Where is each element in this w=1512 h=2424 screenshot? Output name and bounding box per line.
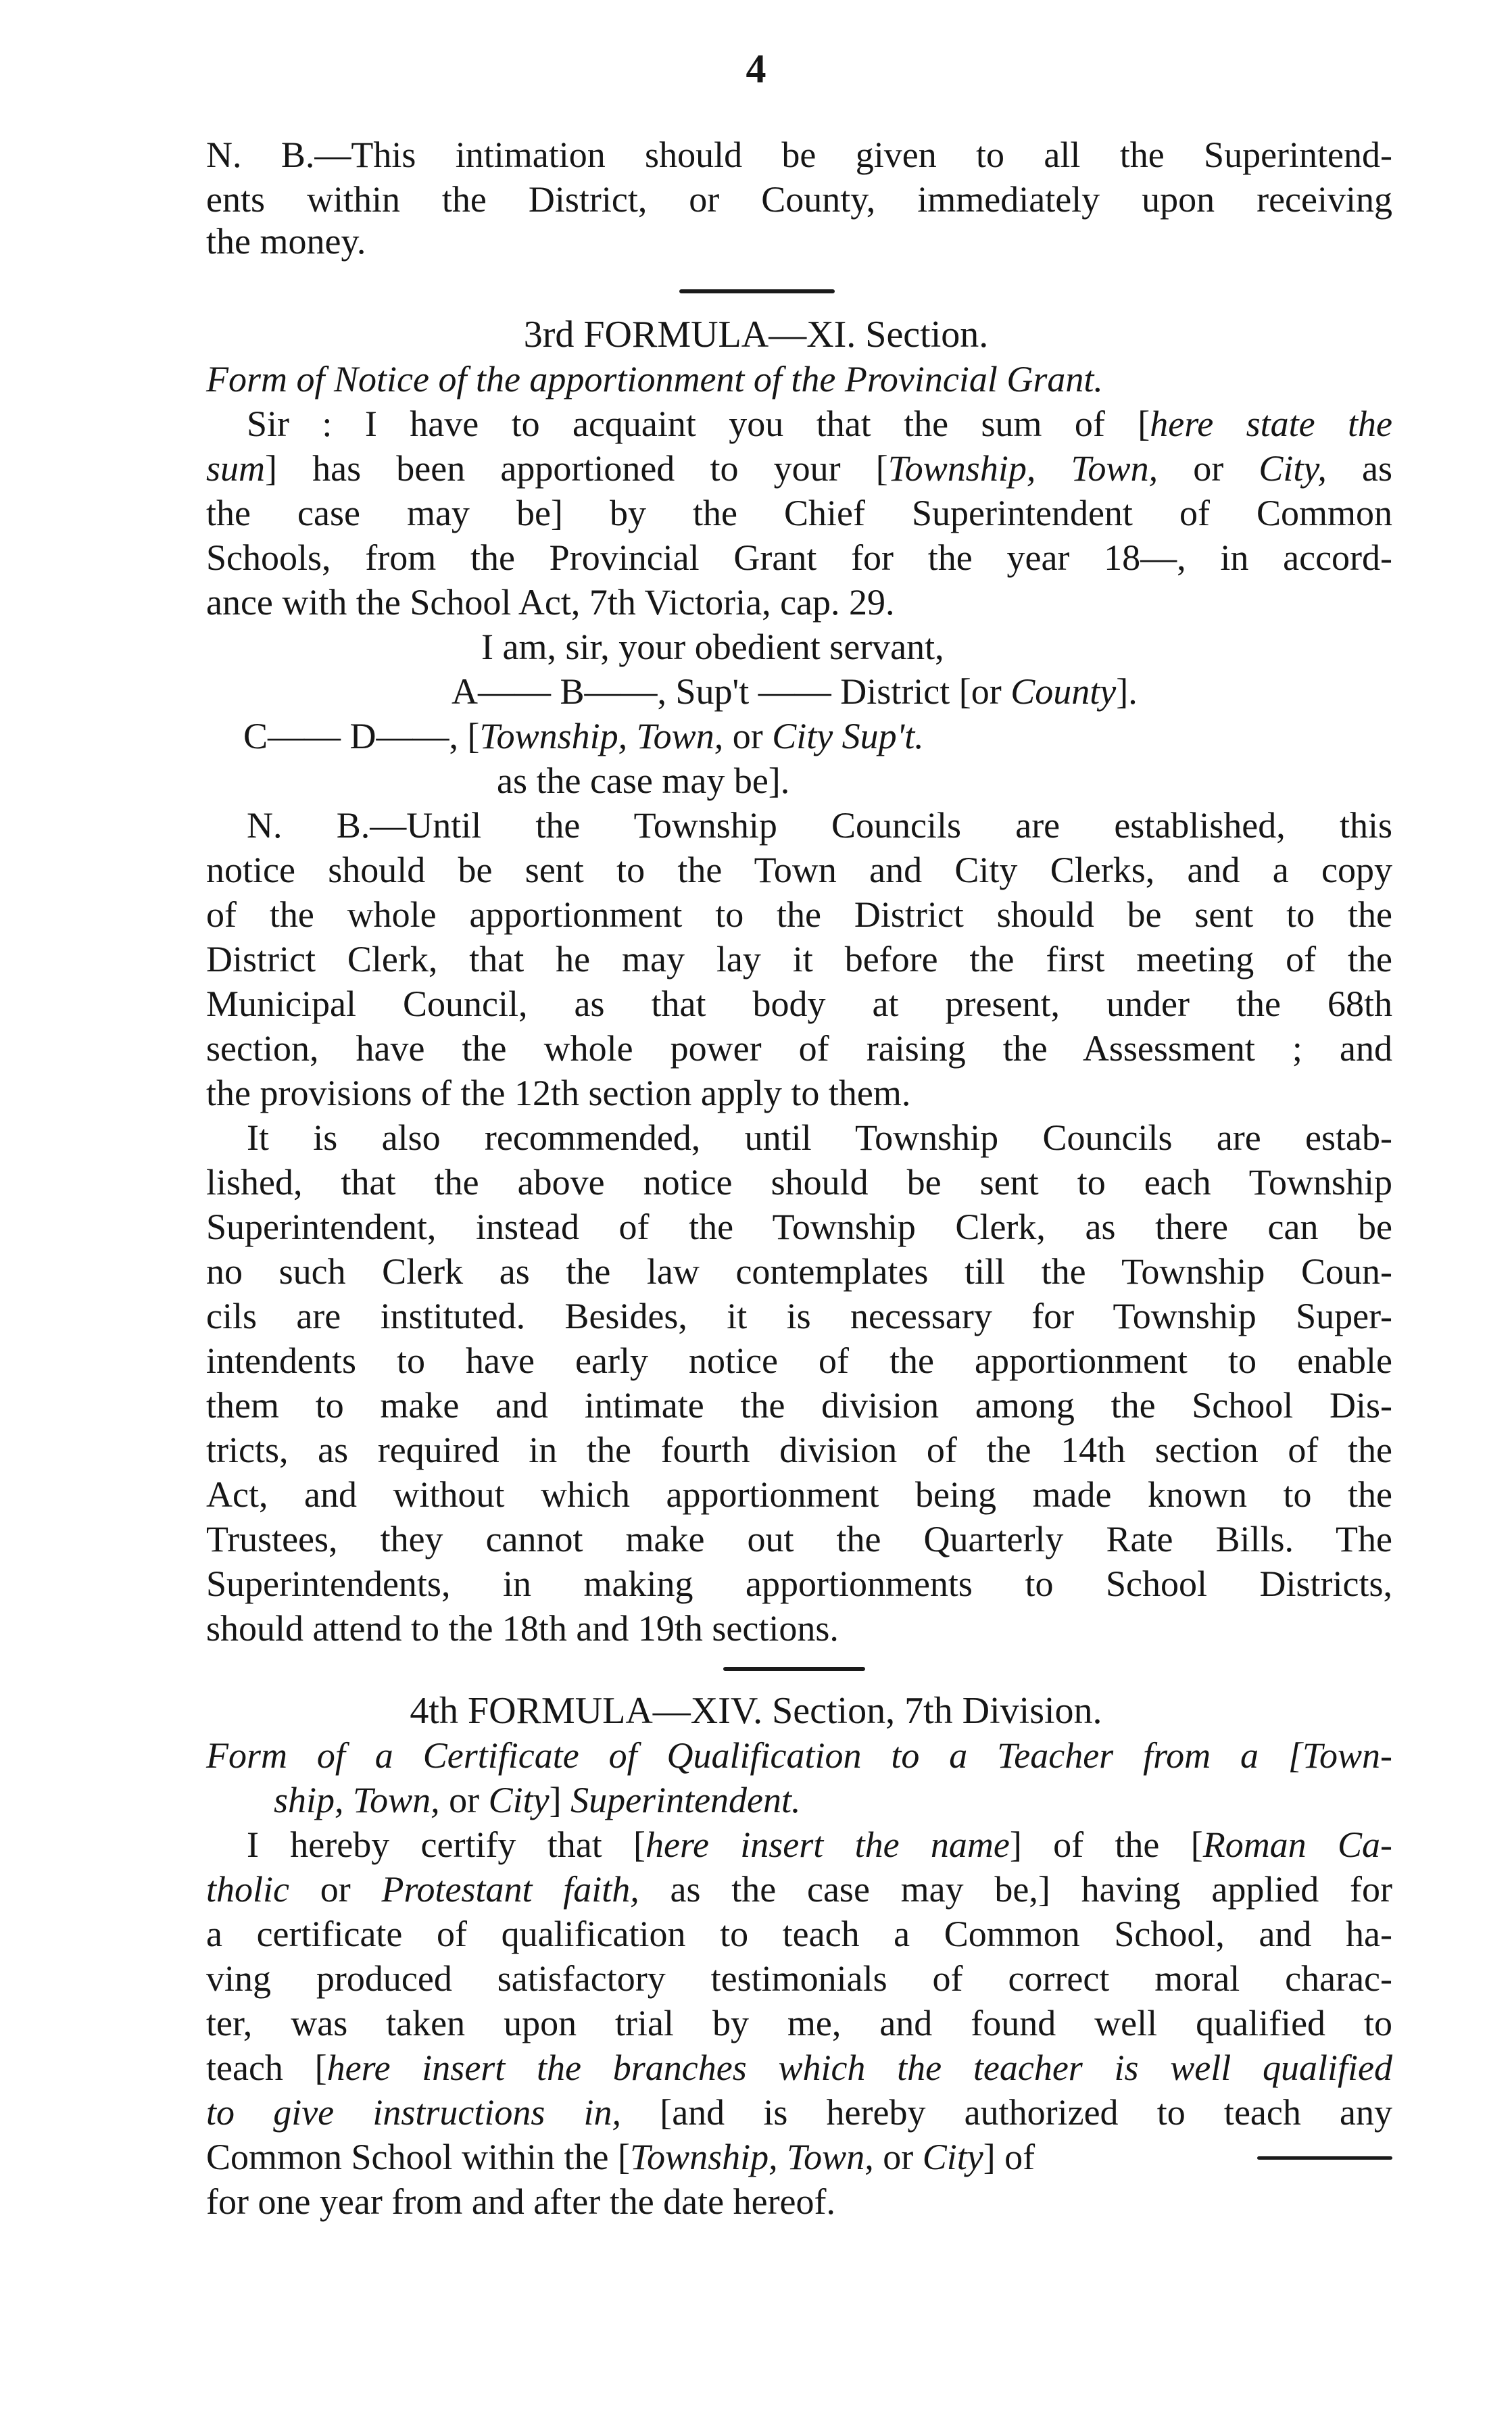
recommend-line-2: lished, that the above notice should be sent to each Township: [206, 1162, 1392, 1203]
certificate-line-5: ter, was taken upon trial by me, and found well qualified to: [206, 2003, 1392, 2043]
nb1-line-3: the money.: [206, 221, 366, 262]
nb2-line-4: District Clerk, that he may lay it before the first meeting of the: [206, 939, 1392, 979]
recommend-line-6: intendents to have early notice of the apportionment to enable: [206, 1340, 1392, 1381]
nb1-line-2: ents within the District, or County, immediately upon receiving: [206, 179, 1392, 220]
recommend-line-11: Superintendents, in making apportionments to School Districts,: [206, 1564, 1392, 1604]
formula3-line-1: Sir : I have to acquaint you that the sum of [here state the: [247, 404, 1393, 444]
certificate-line-1: I hereby certify that [here insert the name] of the [Roman Ca-: [247, 1824, 1392, 1865]
recommend-line-10: Trustees, they cannot make out the Quarterly Rate Bills. The: [206, 1519, 1392, 1559]
recommend-line-1: It is also recommended, until Township Councils are estab-: [247, 1117, 1392, 1158]
formula4-heading: 4th FORMULA—XIV. Section, 7th Division.: [410, 1690, 1102, 1732]
certificate-line-6: teach [here insert the branches which the teacher is well qualified: [206, 2047, 1392, 2088]
formula3-line-2: sum] has been apportioned to your [Township, Town, or City, as: [206, 448, 1393, 489]
blank-line-rule: [1257, 2156, 1392, 2160]
recommend-line-4: no such Clerk as the law contemplates till the Township Coun-: [206, 1251, 1392, 1292]
recommend-line-5: cils are instituted. Besides, it is necessary for Township Super-: [206, 1296, 1392, 1336]
formula4-subheading-2: ship, Town, or City] Superintendent.: [274, 1780, 801, 1820]
nb2-line-3: of the whole apportionment to the District should be sent to the: [206, 894, 1392, 935]
signature-closing: I am, sir, your obedient servant,: [481, 627, 944, 667]
certificate-line-9: for one year from and after the date hereof.: [206, 2181, 835, 2222]
formula3-line-3: the case may be] by the Chief Superintendent of Common: [206, 493, 1392, 533]
section-divider: [679, 289, 835, 293]
signature-note: as the case may be].: [497, 760, 790, 801]
formula4-subheading-1: Form of a Certificate of Qualification to a Teacher from a [Town-: [206, 1735, 1392, 1776]
signature-district-line: A—— B——, Sup't —— District [or County].: [452, 671, 1138, 712]
formula3-line-5: ance with the School Act, 7th Victoria, cap. 29.: [206, 582, 895, 623]
section-divider-2: [723, 1667, 865, 1671]
formula3-subheading: Form of Notice of the apportionment of the Provincial Grant.: [206, 359, 1103, 399]
certificate-line-7: to give instructions in, [and is hereby authorized to teach any: [206, 2092, 1392, 2133]
certificate-line-3: a certificate of qualification to teach a Common School, and ha-: [206, 1914, 1392, 1954]
nb2-line-5: Municipal Council, as that body at present, under the 68th: [206, 984, 1392, 1024]
nb2-line-2: notice should be sent to the Town and City Clerks, and a copy: [206, 850, 1392, 890]
formula3-heading: 3rd FORMULA—XI. Section.: [523, 314, 989, 356]
nb2-line-6: section, have the whole power of raising the Assessment ; and: [206, 1028, 1392, 1069]
recommend-line-8: tricts, as required in the fourth division of the 14th section of the: [206, 1430, 1392, 1470]
recommend-line-3: Superintendent, instead of the Township Clerk, as there can be: [206, 1207, 1392, 1247]
formula3-line-4: Schools, from the Provincial Grant for the year 18—, in accord-: [206, 537, 1392, 578]
certificate-line-8: Common School within the [Township, Town, or City] of: [206, 2137, 1035, 2177]
signature-township-line: C—— D——, [Township, Town, or City Sup't.: [243, 716, 924, 756]
certificate-line-4: ving produced satisfactory testimonials of correct moral charac-: [206, 1958, 1392, 1999]
recommend-line-7: them to make and intimate the division among the School Dis-: [206, 1385, 1392, 1426]
nb2-line-7: the provisions of the 12th section apply to them.: [206, 1073, 911, 1113]
certificate-line-2: tholic or Protestant faith, as the case may be,] having applied for: [206, 1869, 1393, 1910]
nb2-line-1: N. B.—Until the Township Councils are established, this: [247, 805, 1392, 846]
page-number: 4: [746, 47, 766, 91]
recommend-line-9: Act, and without which apportionment being made known to the: [206, 1474, 1392, 1515]
nb1-line-1: N. B.—This intimation should be given to all the Superintend-: [206, 135, 1392, 175]
recommend-line-12: should attend to the 18th and 19th sections.: [206, 1608, 839, 1649]
